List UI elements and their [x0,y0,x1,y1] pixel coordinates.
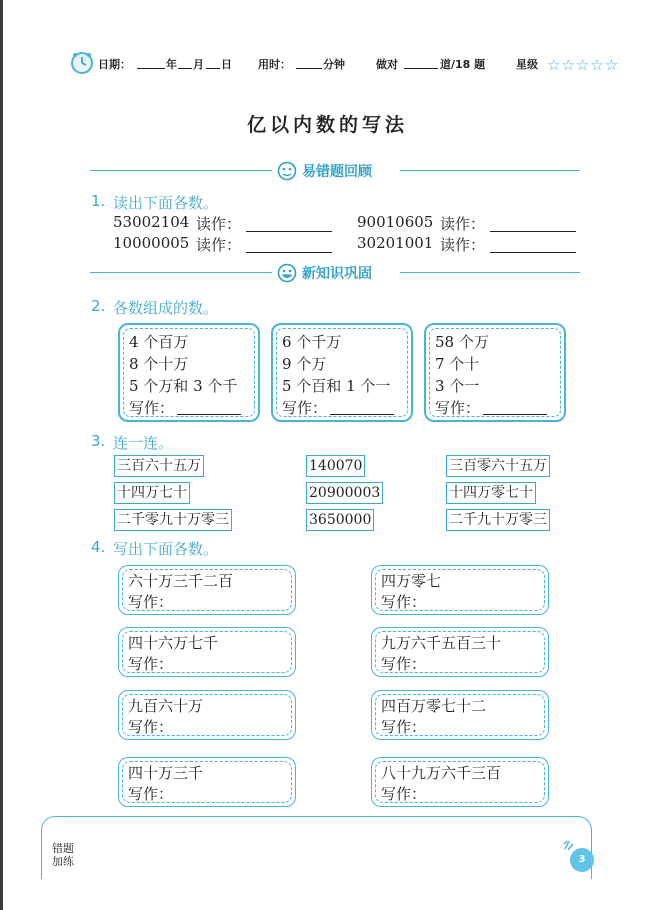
q2-box-2-write-label: 写作： [282,399,328,417]
extra-practice-label-1: 错题 [52,842,74,855]
q2-box-3 [424,323,566,422]
q1-prompt: 读出下面各数。 [113,194,219,212]
q3-right-item-3[interactable]: 二千九十万零三 [446,509,550,531]
section-banner-review [90,161,580,181]
q4-item-5 [118,690,296,740]
q2-prompt: 各数组成的数。 [113,299,219,317]
q1-answer-line-2[interactable] [490,231,576,232]
q4-item-4 [371,627,549,677]
q4-item-8-text: 八十九万六千三百 [381,764,502,782]
q2-box-2-line-2: 9 个万 [282,355,327,373]
q1-answer-line-3[interactable] [246,252,332,253]
q1-number: 1. [91,192,106,210]
extra-practice-area[interactable] [41,816,592,879]
q4-item-2-write-label[interactable]: 写作： [381,593,427,611]
q4-item-6-write-label[interactable]: 写作： [381,718,427,736]
correct-label: 做对 [376,58,398,71]
q4-item-2 [371,565,549,615]
q1-read-label-4: 读作： [440,236,486,254]
q2-box-3-write-label: 写作： [435,399,481,417]
q4-item-1-text: 六十万三千二百 [128,572,234,590]
q4-item-5-text: 九百六十万 [128,697,204,715]
q3-left-item-2[interactable]: 十四万七十 [114,482,190,504]
date-label: 日期： [98,58,131,71]
q3-left-item-3[interactable]: 二千零九十万零三 [114,509,232,531]
q2-box-3-answer-line[interactable] [483,414,547,415]
q2-box-2-answer-line[interactable] [330,414,394,415]
q2-box-3-line-3: 3 个一 [435,377,480,395]
q1-read-label-3: 读作： [196,236,242,254]
cartoon-face-icon [276,161,298,181]
q2-box-2-line-1: 6 个千万 [282,333,342,351]
page-title: 亿以内数的写法 [246,114,408,136]
month-label: 月 [193,58,204,71]
q2-box-3-line-2: 7 个十 [435,355,480,373]
q3-right-item-2[interactable]: 十四万零七十 [446,482,536,504]
q4-item-3-write-label[interactable]: 写作： [128,655,174,673]
q2-box-1-write-label: 写作： [129,399,175,417]
q4-item-5-write-label[interactable]: 写作： [128,718,174,736]
q2-box-2 [271,323,413,422]
q4-item-1 [118,565,296,615]
q1-read-label-2: 读作： [440,215,486,233]
total-label: 道/18 题 [440,58,486,71]
cartoon-face-icon [276,263,298,283]
q4-item-6 [371,690,549,740]
time-label: 用时： [258,58,291,71]
q1-number-1: 53002104 [113,213,190,231]
q2-box-1-line-1: 4 个百万 [129,333,189,351]
page-number: 3 [570,848,594,872]
q2-box-1-answer-line[interactable] [177,414,241,415]
q4-item-1-write-label[interactable]: 写作： [128,593,174,611]
day-label: 日 [221,58,232,71]
q1-read-label-1: 读作： [196,215,242,233]
q1-answer-line-1[interactable] [246,231,332,232]
q1-answer-line-4[interactable] [490,252,576,253]
q3-middle-item-3[interactable]: 3650000 [306,509,374,531]
q2-box-1 [118,323,260,422]
section-banner-consolidate [90,263,580,283]
star-rating[interactable]: ☆☆☆☆☆ [547,56,620,74]
q2-box-1-line-3: 5 个万和 3 个千 [129,377,238,395]
q4-item-6-text: 四百万零七十二 [381,697,487,715]
rating-label: 星级 [516,58,538,71]
q4-item-8-write-label[interactable]: 写作： [381,785,427,803]
clock-icon [70,51,94,75]
q4-prompt: 写出下面各数。 [113,540,219,558]
q4-item-3 [118,627,296,677]
q4-item-8 [371,757,549,807]
q2-box-2-line-3: 5 个百和 1 个一 [282,377,391,395]
q3-middle-item-2[interactable]: 20900003 [306,482,383,504]
q4-number: 4. [91,538,106,556]
q2-box-3-line-1: 58 个万 [435,333,489,351]
q4-item-7-write-label[interactable]: 写作： [128,785,174,803]
minutes-label: 分钟 [323,58,345,71]
q1-number-3: 10000005 [113,234,190,252]
extra-practice-label-2: 加练 [52,855,74,868]
q1-number-2: 90010605 [357,213,434,231]
q4-item-4-write-label[interactable]: 写作： [381,655,427,673]
q2-number: 2. [91,297,106,315]
q4-item-7-text: 四十万三千 [128,764,204,782]
q4-item-3-text: 四十六万七千 [128,634,219,652]
q3-prompt: 连一连。 [113,434,174,452]
q1-number-4: 30201001 [357,234,434,252]
q3-middle-item-1[interactable]: 140070 [306,455,365,477]
extra-practice-label [52,842,74,868]
section-title-consolidate: 新知识巩固 [302,266,372,282]
q3-left-item-1[interactable]: 三百六十五万 [114,455,204,477]
q3-number: 3. [91,432,106,450]
q4-item-2-text: 四万零七 [381,572,442,590]
year-label: 年 [166,58,177,71]
q2-box-1-line-2: 8 个十万 [129,355,189,373]
q4-item-7 [118,757,296,807]
q4-item-4-text: 九万六千五百三十 [381,634,502,652]
section-title-review: 易错题回顾 [302,164,372,180]
worksheet-header [70,51,635,75]
q3-right-item-1[interactable]: 三百零六十五万 [446,455,550,477]
